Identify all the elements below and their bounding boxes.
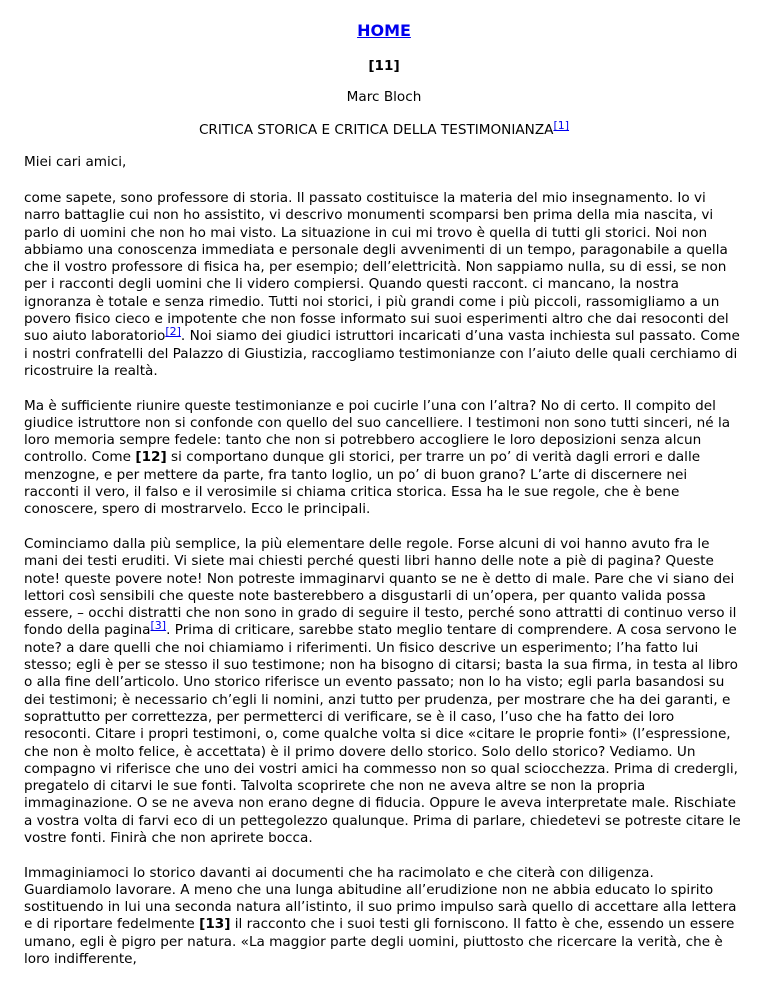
paragraph-3-text-b: . Prima di criticare, sarebbe stato meglio tentare di comprendere. A cosa servono le note? a dare quelli che noi chiamiamo i riferimenti. Un fisico descrive un esperimento; l’ha fatto lui stesso; egli è per se stesso il suo testimone; non ha bisogno di citarsi; basta la sua firma, in testa al libro o alla fine dell’articolo. Uno storico riferisce un evento passato; non lo ha visto; egli parla basandosi su dei testimoni; è necessario ch’egli li nomini, anzi tutto per prudenza, per mostrare che ha dei garanti, e soprattutto per correttezza, per permetterci di verificare, se è il caso, l’uso che ha fatto dei loro resoconti. Citare i propri testimoni, o, come qualche volta si dice «citare le proprie fonti» (l’espressione, che non è molto felice, è accettata) è il primo dovere dello storico. Solo dello storico? Vediamo. Un compagno vi riferisce che uno dei vostri amici ha commesso non so qual sciocchezza. Prima di credergli, pregatelo di citarvi le sue fonti. Talvolta scoprirete che non ne aveva altre se non la propria immaginazione. O se ne aveva non erano degne di fiducia. Oppure le aveva interpretate male. Rischiate a vostra volta di farvi eco di un pettegolezzo qualunque. Prima di parlare, chiedetevi se potreste citare le vostre fonti. Finirà che non aprirete bocca. bbox=[24, 622, 741, 846]
paragraph-1-text-b: . Noi siamo dei giudici istruttori incaricati d’una vasta inchiesta sul passato. Come i nostri confratelli del Palazzo di Giustizia, raccogliamo testimonianze con l’aiuto delle quali cerchiamo di ricostruire la realtà. bbox=[24, 328, 740, 379]
salutation: Miei cari amici, bbox=[24, 154, 127, 170]
footnote-link-3[interactable]: [3] bbox=[150, 619, 167, 633]
article-title-text: CRITICA STORICA E CRITICA DELLA TESTIMONIANZA bbox=[198, 122, 554, 138]
page-marker: [11] bbox=[368, 58, 400, 74]
article-title bbox=[24, 119, 744, 139]
paragraph-3 bbox=[24, 536, 744, 847]
paragraph-4 bbox=[24, 865, 744, 969]
paragraph-2-text-b: si comportano dunque gli storici, per trarre un po’ di verità dagli errori e dalle menzogne, e per mettere da parte, fra tanto loglio, un po’ di buon grano? L’arte di discernere nei racconti il vero, il falso e il verosimile si chiama critica storica. Essa ha le sue regole, che è bene conoscere, spero di mostrarvelo. Ecco le principali. bbox=[24, 449, 701, 518]
paragraph-1 bbox=[24, 190, 744, 380]
paragraph-4-text-a: Immaginiamoci lo storico davanti ai documenti che ha racimolato e che citerà con diligenza. Guardiamolo lavorare. A meno che una lunga abitudine all’erudizione non ne abbia educato lo spirito sostituendo in lui una seconda natura all’istinto, il suo primo impulso sarà quello di accettare alla lettera e di riportare fedelmente bbox=[24, 864, 737, 933]
paragraph-1-text-a: come sapete, sono professore di storia. Il passato costituisce la materia del mio insegnamento. Io vi narro battaglie cui non ho assistito, vi descrivo monumenti scomparsi ben prima della mia nascita, vi parlo di uomini che non ho mai visto. La situazione in cui mi trovo è quella di tutti gli storici. Noi non abbiamo una conoscenza immediata e personale degli avvenimenti di un tempo, paragonabile a quella che il vostro professore di fisica ha, per esempio; dell’elettricità. Non sappiamo nulla, su di essi, se non per i racconti degli uomini che li videro compiersi. Quando questi raccont. ci mancano, la nostra ignoranza è totale e senza rimedio. Tutti noi storici, i più grandi come i più piccoli, rassomigliamo a un povero fisico cieco e impotente che non fosse informato sui suoi esperimenti altro che dai resoconti del suo aiuto laboratorio bbox=[24, 190, 729, 345]
article-body bbox=[24, 190, 744, 986]
paragraph-2 bbox=[24, 398, 744, 519]
paragraph-2-text-a: Ma è sufficiente riunire queste testimonianze e poi cucirle l’una con l’altra? No di certo. Il compito del giudice istruttore non si confonde con quello del suo cancelliere. I testimoni non sono tutti sinceri, né la loro memoria sempre fedele: tanto che non si potrebbero accogliere le loro deposizioni senza alcun controllo. Come bbox=[24, 397, 731, 466]
home-link[interactable]: HOME bbox=[357, 21, 411, 40]
paragraph-4-text-b: il racconto che i suoi testi gli forniscono. Il fatto è che, essendo un essere umano, egli è pigro per natura. «La maggior parte degli uomini, piuttosto che ricercare la verità, che è loro indifferente, bbox=[24, 916, 735, 968]
author-name: Marc Bloch bbox=[346, 89, 422, 105]
footnote-ref-2 bbox=[165, 325, 181, 338]
footnote-link-2[interactable]: [2] bbox=[165, 325, 181, 339]
footnote-ref-3 bbox=[151, 619, 167, 632]
footnote-link-1[interactable]: [1] bbox=[553, 119, 570, 132]
page-marker-13: [13] bbox=[199, 916, 231, 933]
page-marker-12: [12] bbox=[135, 449, 167, 466]
footnote-ref-1 bbox=[553, 119, 569, 132]
paragraph-3-text-a: Cominciamo dalla più semplice, la più elementare delle regole. Forse alcuni di voi hanno avuto fra le mani dei testi eruditi. Vi siete mai chiesti perché questi libri hanno delle note a piè di pagina? Queste note! queste povere note! Non potreste immaginarvi quanto se ne è detto di male. Pare che vi siano dei lettori così sensibili che queste note basterebbero a disgustarli di un’opera, per quanto valida possa essere, – occhi distratti che non sono in grado di seguire il testo, perché sono attratti di continuo verso il fondo della pagina bbox=[24, 535, 737, 639]
